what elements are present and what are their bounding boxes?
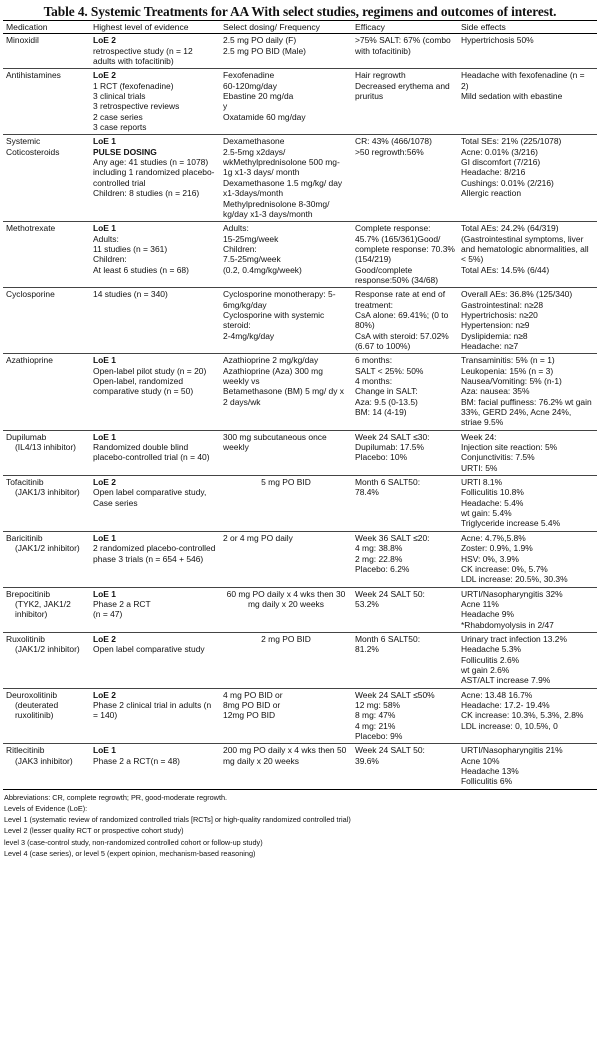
- cell-line: CsA with steroid: 57.02% (6.67 to 100%): [355, 330, 449, 351]
- cell-line: Week 24 SALT 50:: [355, 745, 425, 756]
- cell-line: URTI 8.1%: [461, 477, 503, 488]
- cell-line: 3 retrospective reviews: [93, 101, 180, 112]
- cell-line: Headache: 8/216: [461, 167, 526, 178]
- cell-line: Phase 2 a RCT(n = 48): [93, 755, 180, 766]
- cell-line: *Rhabdomyolysis in 2/47: [461, 619, 554, 630]
- cell-line: 11 studies (n = 361): [93, 243, 168, 254]
- cell-line: Cyclosporine with systemic steroid:: [223, 309, 325, 331]
- cell-line: 2 mg: 22.8%: [355, 553, 403, 564]
- cell-line: Placebo: 10%: [355, 452, 408, 463]
- cell-line: Week 24:: [461, 431, 497, 442]
- cell-line: LoE 1: [93, 431, 116, 442]
- cell-line: (JAK1/2 inhibitor): [15, 644, 80, 655]
- cell-line: Headache: 5.4%: [461, 497, 524, 508]
- cell-line: Placebo: 6.2%: [355, 563, 410, 574]
- cell-line: >50 regrowth:56%: [355, 146, 424, 157]
- cell-line: Case series: [93, 497, 138, 508]
- cell-line: URTI/Nasopharyngitis 21%: [461, 745, 563, 756]
- cell-line: Change in SALT:: [355, 386, 418, 397]
- cell-efficacy: [352, 135, 458, 222]
- cell-dosing: [220, 288, 352, 354]
- cell-line: Week 24 SALT ≤50%: [355, 689, 435, 700]
- cell-line: Mild sedation with ebastine: [461, 91, 563, 102]
- cell-line: 12 mg: 58%: [355, 699, 401, 710]
- cell-line: GI discomfort (7/216): [461, 157, 541, 168]
- cell-line: Headache 9%: [461, 609, 515, 620]
- cell-line: 15-25mg/week: [223, 233, 279, 244]
- treatments-table: [3, 20, 597, 790]
- cell-efficacy: [352, 222, 458, 288]
- cell-line: 81.2%: [355, 644, 379, 655]
- cell-line: 78.4%: [355, 487, 379, 498]
- cell-line: Open label comparative study,: [93, 487, 207, 498]
- cell-line: Fexofenadine: [223, 70, 275, 81]
- cell-line: Complete response: 45.7% (165/361)Good/ complete response: 70.3% (154/219): [355, 223, 455, 265]
- cell-line: LDL increase: 0, 10.5%, 0: [461, 720, 558, 731]
- cell-line: CK increase: 10.3%, 5.3%, 2.8%: [461, 710, 584, 721]
- cell-side-effects: [458, 288, 597, 354]
- table-row: [3, 531, 597, 587]
- cell-line: AST/ALT increase 7.9%: [461, 675, 551, 686]
- cell-dosing: [220, 744, 352, 789]
- cell-line: (TYK2, JAK1/2 inhibitor): [15, 598, 71, 620]
- cell-line: 8 mg: 47%: [355, 710, 396, 721]
- cell-line: Randomized double blind placebo-controlled trial (n = 40): [93, 442, 210, 463]
- cell-line: Phase 2 clinical trial in adults (n = 140): [93, 699, 212, 721]
- cell-side-effects: [458, 430, 597, 475]
- cell-efficacy: [352, 744, 458, 789]
- cell-line: Week 24 SALT 50:: [355, 588, 425, 599]
- cell-line: Phase 2 a RCT: [93, 598, 151, 609]
- table-row: [3, 222, 597, 288]
- cell-dosing: [220, 135, 352, 222]
- cell-line: Deuroxolitinib: [6, 689, 58, 700]
- cell-line: Month 6 SALT50:: [355, 633, 421, 644]
- cell-medication: [3, 135, 90, 222]
- cell-line: Methylprednisolone 8-30mg/ kg/day x1-3 days/month: [223, 198, 330, 219]
- cell-line: Betamethasone (BM) 5 mg/ dy x 2 days/wk: [223, 386, 344, 407]
- cell-line: (JAK3 inhibitor): [15, 755, 73, 766]
- cell-line: 60-120mg/day: [223, 80, 277, 91]
- cell-line: Headache 5.3%: [461, 644, 522, 655]
- cell-evidence: [90, 531, 220, 587]
- cell-line: 2.5 mg PO daily (F): [223, 35, 297, 46]
- cell-evidence: [90, 354, 220, 430]
- cell-medication: [3, 744, 90, 789]
- cell-line: 3 case reports: [93, 122, 147, 133]
- cell-evidence: [90, 688, 220, 744]
- cell-line: Dexamethasone: [223, 136, 285, 147]
- cell-efficacy: [352, 531, 458, 587]
- cell-line: 53.2%: [355, 598, 379, 609]
- cell-line: Urinary tract infection 13.2%: [461, 633, 567, 644]
- cell-dosing: [220, 587, 352, 632]
- cell-line: Hair regrowth: [355, 70, 406, 81]
- cell-line: 4 mg: 38.8%: [355, 543, 403, 554]
- cell-line: 2.5 mg PO BID (Male): [223, 45, 306, 56]
- cell-line: retrospective study (n = 12 adults with tofacitinib): [93, 45, 193, 67]
- cell-line: Ebastine 20 mg/da: [223, 91, 294, 102]
- cell-line: Children: 8 studies (n = 216): [93, 188, 200, 199]
- table-row: [3, 587, 597, 632]
- cell-line: 8mg PO BID or: [223, 699, 281, 710]
- table-row: [3, 135, 597, 222]
- cell-line: URTI: 5%: [461, 462, 498, 473]
- table-row: [3, 34, 597, 69]
- cell-medication: [3, 222, 90, 288]
- cell-line: 2 or 4 mg PO daily: [223, 532, 293, 543]
- cell-line: 4 mg: 21%: [355, 720, 396, 731]
- cell-dosing: [220, 531, 352, 587]
- cell-efficacy: [352, 288, 458, 354]
- cell-medication: [3, 34, 90, 69]
- cell-line: SALT < 25%: 50%: [355, 365, 424, 376]
- cell-line: LoE 2: [93, 70, 116, 81]
- cell-line: Adults:: [223, 223, 249, 234]
- cell-line: URTI/Nasopharyngitis 32%: [461, 588, 563, 599]
- cell-efficacy: [352, 34, 458, 69]
- cell-line: Dupilumab: [6, 431, 47, 442]
- cell-line: 2 mg PO BID: [261, 633, 311, 644]
- cell-efficacy: [352, 587, 458, 632]
- cell-line: (0.2, 0.4mg/kg/week): [223, 264, 302, 275]
- table-row: [3, 288, 597, 354]
- cell-line: (deuterated ruxolitinib): [15, 699, 59, 721]
- footnote-line: Level 1 (systematic review of randomized controlled trials [RCTs] or high-quality randomized controlled trial): [4, 815, 351, 825]
- cell-line: Minoxidil: [6, 35, 39, 46]
- cell-line: y: [223, 101, 228, 112]
- cell-evidence: [90, 135, 220, 222]
- cell-line: 2 randomized placebo-controlled phase 3 trials (n = 654 + 546): [93, 543, 216, 564]
- cell-efficacy: [352, 430, 458, 475]
- cell-line: Week 24 SALT ≤30:: [355, 431, 430, 442]
- cell-line: Azathioprine 2 mg/kg/day: [223, 355, 319, 366]
- cell-line: Azathioprine (Aza) 300 mg weekly vs: [223, 365, 323, 386]
- header-medication: Medication: [3, 21, 90, 34]
- cell-medication: [3, 288, 90, 354]
- cell-line: Aza: 9.5 (0-13.5): [355, 396, 418, 407]
- cell-line: 12mg PO BID: [223, 710, 276, 721]
- cell-line: Conjunctivitis: 7.5%: [461, 452, 535, 463]
- cell-line: Cyclosporine: [6, 289, 55, 300]
- cell-line: Folliculitis 2.6%: [461, 654, 520, 665]
- cell-line: 7.5-25mg/week: [223, 254, 281, 265]
- cell-line: 6 months:: [355, 355, 393, 366]
- cell-line: Total AEs: 14.5% (6/44): [461, 264, 550, 275]
- cell-medication: [3, 587, 90, 632]
- cell-line: Week 36 SALT ≤20:: [355, 532, 430, 543]
- cell-line: 3 clinical trials: [93, 91, 146, 102]
- cell-line: (n = 47): [93, 609, 123, 620]
- header-dosing: Select dosing/ Frequency: [220, 21, 352, 34]
- cell-evidence: [90, 69, 220, 135]
- cell-line: Placebo: 9%: [355, 731, 403, 741]
- cell-line: Hypertrichosis: n≥20: [461, 309, 538, 320]
- cell-dosing: [220, 430, 352, 475]
- cell-line: (JAK1/3 inhibitor): [15, 487, 80, 498]
- cell-line: Acne 11%: [461, 598, 499, 609]
- cell-efficacy: [352, 688, 458, 744]
- cell-line: Total SEs: 21% (225/1078): [461, 136, 562, 147]
- footnote-line: Levels of Evidence (LoE):: [4, 803, 88, 813]
- cell-line: (IL4/13 inhibitor): [15, 442, 76, 453]
- cell-line: Azathioprine: [6, 355, 53, 366]
- cell-line: LoE 1: [93, 588, 116, 599]
- cell-line: 1 RCT (fexofenadine): [93, 80, 174, 91]
- header-efficacy: Efficacy: [352, 21, 458, 34]
- cell-line: Dupilumab: 17.5%: [355, 442, 424, 453]
- cell-line: Acne 10%: [461, 755, 500, 766]
- cell-side-effects: [458, 587, 597, 632]
- cell-line: LoE 2: [93, 35, 116, 46]
- cell-dosing: [220, 222, 352, 288]
- cell-side-effects: [458, 744, 597, 789]
- cell-line: Brepocitinib: [6, 588, 51, 599]
- cell-line: Open-label, randomized comparative study (n = 50): [93, 376, 194, 397]
- cell-line: LoE 1: [93, 355, 116, 366]
- cell-line: Cyclosporine monotherapy: 5-6mg/kg/day: [223, 289, 336, 310]
- cell-side-effects: [458, 354, 597, 430]
- cell-line: LoE 2: [93, 633, 116, 644]
- table-title: Table 4. Systemic Treatments for AA With select studies, regimens and outcomes of interest.: [43, 4, 557, 19]
- cell-line: 60 mg PO daily x 4 wks then 30 mg daily x 20 weeks: [226, 588, 346, 609]
- cell-line: CR: 43% (466/1078): [355, 136, 432, 147]
- cell-line: Gastrointestinal: n≥28: [461, 299, 544, 310]
- cell-medication: [3, 354, 90, 430]
- cell-efficacy: [352, 632, 458, 688]
- cell-line: Decreased erythema and pruritus: [355, 80, 450, 102]
- cell-line: BM: 14 (4-19): [355, 407, 407, 418]
- cell-evidence: [90, 222, 220, 288]
- cell-evidence: [90, 632, 220, 688]
- cell-line: Hypertension: n≥9: [461, 320, 530, 331]
- cell-line: 2-4mg/kg/day: [223, 330, 275, 341]
- cell-dosing: [220, 632, 352, 688]
- cell-dosing: [220, 34, 352, 69]
- table-row: [3, 476, 597, 532]
- cell-side-effects: [458, 632, 597, 688]
- cell-line: LDL increase: 20.5%, 30.3%: [461, 574, 568, 585]
- cell-line: Oxatamide 60 mg/day: [223, 111, 306, 122]
- cell-line: Zoster: 0.9%, 1.9%: [461, 543, 533, 554]
- cell-line: Folliculitis 6%: [461, 776, 513, 787]
- table-row: [3, 69, 597, 135]
- cell-line: LoE 1: [93, 532, 116, 543]
- cell-dosing: [220, 69, 352, 135]
- cell-medication: [3, 688, 90, 744]
- header-side-effects: Side effects: [458, 21, 597, 34]
- cell-line: Injection site reaction: 5%: [461, 442, 558, 453]
- header-evidence: Highest level of evidence: [90, 21, 220, 34]
- cell-dosing: [220, 688, 352, 744]
- cell-line: CK increase: 0%, 5.7%: [461, 563, 548, 574]
- cell-side-effects: [458, 34, 597, 69]
- cell-line: Tofacitinib: [6, 477, 44, 488]
- cell-line: Dexamethasone 1.5 mg/kg/ day x1-3days/month: [223, 177, 343, 199]
- cell-line: Allergic reaction: [461, 188, 522, 199]
- cell-line: Folliculitis 10.8%: [461, 487, 524, 498]
- cell-line: Overall AEs: 36.8% (125/340): [461, 289, 573, 300]
- cell-line: Dyslipidemia: n≥8: [461, 330, 528, 341]
- cell-line: LoE 2: [93, 689, 116, 700]
- cell-line: 4 months:: [355, 376, 393, 386]
- cell-line: Month 6 SALT50:: [355, 477, 421, 488]
- cell-line: LoE 1: [93, 136, 116, 147]
- cell-line: Antihistamines: [6, 70, 61, 81]
- cell-line: Total AEs: 24.2% (64/319) (Gastrointestinal symptoms, liver and hematologic abnormalities, all < 5%): [461, 223, 589, 265]
- cell-line: Nausea/Vomiting: 5% (n-1): [461, 376, 562, 386]
- cell-line: BM: facial puffiness: 76.2% wt gain 33%, GERD 24%, Acne 24%, striae 9.5%: [461, 396, 592, 428]
- cell-side-effects: [458, 688, 597, 744]
- cell-side-effects: [458, 69, 597, 135]
- cell-evidence: [90, 587, 220, 632]
- cell-evidence: [90, 430, 220, 475]
- cell-side-effects: [458, 135, 597, 222]
- cell-line: 300 mg subcutaneous once weekly: [223, 431, 327, 453]
- cell-line: 2.5-5mg x2days/ wkMethylprednisolone 500 mg-1g x1-3 days/ month: [223, 146, 340, 178]
- cell-line: Cushings: 0.01% (2/216): [461, 177, 554, 188]
- cell-line: wt gain: 5.4%: [461, 508, 512, 519]
- cell-side-effects: [458, 531, 597, 587]
- cell-line: Headache 13%: [461, 766, 519, 777]
- cell-line: HSV: 0%, 3.9%: [461, 553, 519, 564]
- cell-line: Any age: 41 studies (n = 1078) including 1 randomized placebo-controlled trial: [93, 157, 215, 188]
- cell-line: CsA alone: 69.41%; (0 to 80%): [355, 309, 449, 331]
- footnote-line: level 3 (case-control study, non-randomized controlled cohort or follow-up study): [4, 837, 263, 847]
- footnote-line: Level 2 (lesser quality RCT or prospective cohort study): [4, 826, 184, 836]
- cell-medication: [3, 476, 90, 532]
- cell-line: Systemic Coticosteroids: [6, 136, 60, 157]
- cell-line: PULSE DOSING: [93, 146, 157, 157]
- cell-line: LoE 1: [93, 745, 116, 756]
- cell-line: Adults:: [93, 233, 119, 244]
- cell-side-effects: [458, 222, 597, 288]
- cell-side-effects: [458, 476, 597, 532]
- table-header-row: [3, 21, 597, 34]
- cell-line: Open label comparative study: [93, 644, 205, 655]
- footnote-line: Level 4 (case series), or level 5 (expert opinion, mechanism-based reasoning): [4, 848, 256, 858]
- cell-line: Ritlecitinib: [6, 745, 45, 756]
- cell-line: At least 6 studies (n = 68): [93, 264, 189, 275]
- table-row: [3, 688, 597, 744]
- cell-efficacy: [352, 354, 458, 430]
- cell-line: Transaminitis: 5% (n = 1): [461, 355, 555, 366]
- table-footnotes: [3, 790, 597, 859]
- cell-evidence: [90, 476, 220, 532]
- table-body: [3, 34, 597, 789]
- cell-line: Methotrexate: [6, 223, 56, 234]
- table-row: [3, 744, 597, 789]
- cell-line: Aza: nausea: 35%: [461, 386, 530, 397]
- cell-dosing: [220, 476, 352, 532]
- cell-medication: [3, 69, 90, 135]
- cell-line: wt gain 2.6%: [461, 664, 510, 675]
- cell-line: Baricitinib: [6, 532, 43, 543]
- cell-line: >75% SALT: 67% (combo with tofacitinib): [355, 35, 451, 56]
- cell-line: Acne: 13.48 16.7%: [461, 689, 533, 700]
- cell-line: Acne: 0.01% (3/216): [461, 146, 538, 157]
- cell-line: Children:: [93, 254, 127, 265]
- cell-line: Headache: 17.2- 19.4%: [461, 699, 550, 710]
- cell-line: 14 studies (n = 340): [93, 289, 168, 300]
- cell-line: Triglyceride increase 5.4%: [461, 518, 561, 529]
- table-row: [3, 430, 597, 475]
- cell-medication: [3, 632, 90, 688]
- cell-line: Leukopenia: 15% (n = 3): [461, 365, 554, 376]
- table-row: [3, 354, 597, 430]
- cell-line: Headache: n≥7: [461, 340, 519, 351]
- cell-efficacy: [352, 69, 458, 135]
- cell-medication: [3, 531, 90, 587]
- cell-line: LoE 1: [93, 223, 116, 234]
- cell-line: 39.6%: [355, 755, 379, 766]
- cell-medication: [3, 430, 90, 475]
- cell-line: (JAK1/2 inhibitor): [15, 543, 80, 554]
- cell-line: 4 mg PO BID or: [223, 689, 283, 700]
- footnote-line: Abbreviations: CR, complete regrowth; PR, good-moderate regrowth.: [4, 792, 228, 802]
- cell-line: Headache with fexofenadine (n = 2): [461, 70, 585, 91]
- cell-line: Open-label pilot study (n = 20): [93, 365, 207, 376]
- cell-line: 5 mg PO BID: [261, 477, 311, 488]
- cell-efficacy: [352, 476, 458, 532]
- cell-line: LoE 2: [93, 477, 116, 488]
- cell-line: 200 mg PO daily x 4 wks then 50 mg daily x 20 weeks: [223, 745, 347, 766]
- cell-line: Ruxolitinib: [6, 633, 45, 644]
- table-row: [3, 632, 597, 688]
- cell-line: Hypertrichosis 50%: [461, 35, 534, 46]
- cell-dosing: [220, 354, 352, 430]
- cell-line: Children:: [223, 243, 257, 254]
- cell-evidence: [90, 744, 220, 789]
- cell-line: 2 case series: [93, 111, 143, 122]
- cell-line: Good/complete response:50% (34/68): [355, 264, 439, 285]
- cell-evidence: [90, 288, 220, 354]
- cell-line: Acne: 4.7%,5.8%: [461, 532, 526, 543]
- cell-line: Response rate at end of treatment:: [355, 289, 446, 310]
- cell-evidence: [90, 34, 220, 69]
